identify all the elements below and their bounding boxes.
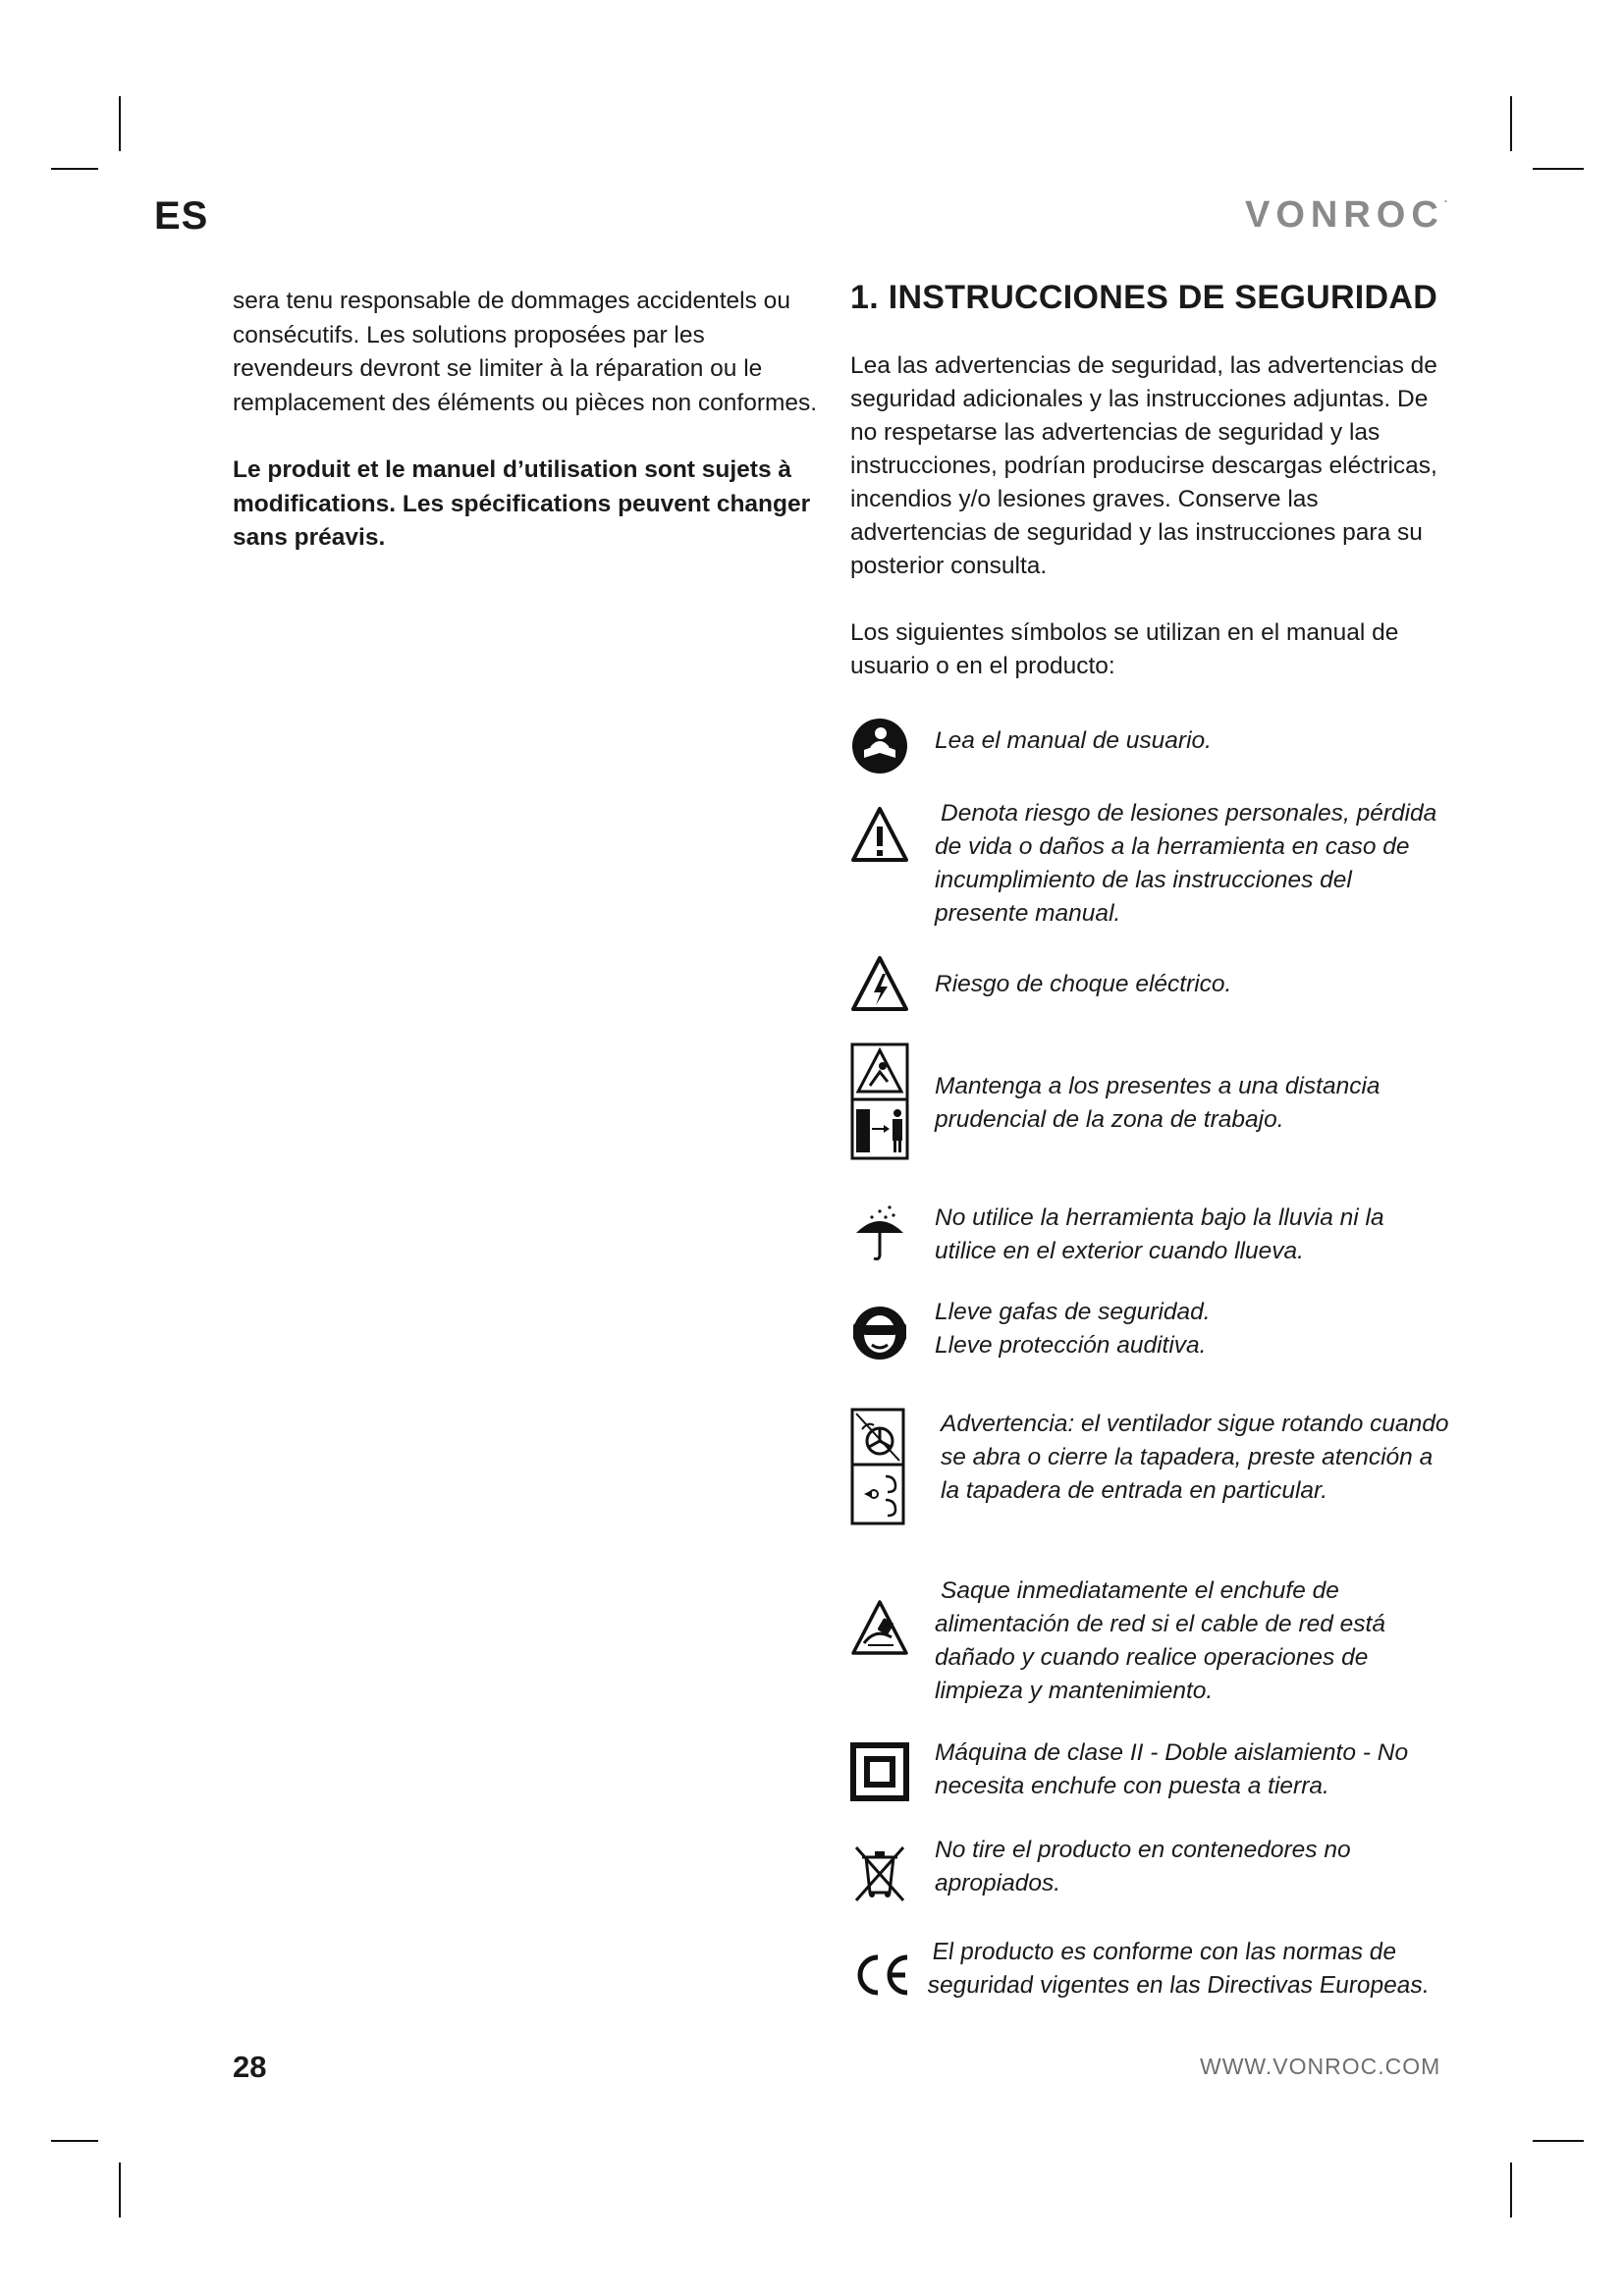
crop-mark [119, 2163, 121, 2217]
crop-mark [1533, 168, 1584, 170]
brand-mark: · [1443, 194, 1448, 208]
section-title: 1. INSTRUCCIONES DE SEGURIDAD [850, 279, 1438, 316]
symbol-text: Lea el manual de usuario. [935, 727, 1212, 754]
no-rain-icon [850, 1203, 909, 1262]
brand-name: VONROC [1245, 194, 1444, 236]
symbol-text: Riesgo de choque eléctrico. [935, 971, 1232, 997]
symbol-text: No tire el producto en contenedores no apropiados. [935, 1837, 1351, 1896]
crop-mark [1510, 2163, 1512, 2217]
brand-logo [1245, 194, 1448, 237]
symbol-text: Denota riesgo de lesiones personales, pérdida de vida o daños a la herramienta en caso de incumplimiento de las instrucciones del presente manual. [935, 800, 1437, 927]
rotating-fan-icon [850, 1408, 905, 1525]
footer-url: WWW.VONROC.COM [1200, 2054, 1441, 2079]
symbol-text: No utilice la herramienta bajo la lluvia ni la utilice en el exterior cuando llueva. [935, 1204, 1384, 1264]
read-manual-icon [850, 717, 909, 775]
symbol-text: Advertencia: el ventilador sigue rotando cuando se abra o cierre la tapadera, preste atención a la tapadera de entrada en particular. [941, 1411, 1449, 1504]
symbol-text: El producto es conforme con las normas de seguridad vigentes en las Directivas Europeas. [926, 1939, 1432, 1999]
symbols-intro: Los siguientes símbolos se utilizan en el manual de usuario o en el producto: [850, 619, 1399, 679]
warning-triangle-icon [850, 805, 909, 864]
goggles-ear-protection-icon [850, 1302, 909, 1361]
symbol-text: Lleve gafas de seguridad. Lleve protección auditiva. [935, 1299, 1211, 1359]
unplug-icon [850, 1598, 909, 1657]
warranty-paragraph: sera tenu responsable de dommages accidentels ou consécutifs. Les solutions proposées par les revendeurs devront se limiter à la réparation ou le remplacement des éléments ou pièces non conformes. [233, 288, 818, 416]
modification-notice: Le produit et le manuel d’utilisation sont sujets à modifications. Les spécifications peuvent changer sans préavis. [233, 456, 811, 551]
symbol-text: Mantenga a los presentes a una distancia prudencial de la zona de trabajo. [935, 1073, 1380, 1133]
keep-distance-icon [850, 1042, 909, 1160]
crop-mark [119, 96, 121, 151]
symbol-text: Máquina de clase II - Doble aislamiento - No necesita enchufe con puesta a tierra. [935, 1739, 1409, 1799]
left-column [233, 285, 822, 589]
weee-bin-icon [850, 1843, 909, 1902]
symbol-text: Saque inmediatamente el enchufe de alimentación de red si el cable de red está dañado y cuando realice operaciones de limpieza y mantenimiento. [935, 1577, 1385, 1704]
ce-mark-icon [850, 1946, 911, 2004]
right-column [850, 279, 1449, 1999]
class-ii-icon [850, 1742, 909, 1801]
intro-paragraph: Lea las advertencias de seguridad, las advertencias de seguridad adicionales y las instrucciones adjuntas. De no respetarse las advertencias de seguridad y las instrucciones, podrían producirse descargas eléctricas, incendios y/o lesiones graves. Conserve las advertencias de seguridad y las instrucciones para su posterior consulta. [850, 352, 1437, 579]
crop-mark [1510, 96, 1512, 151]
crop-mark [51, 168, 98, 170]
language-code: ES [154, 194, 209, 238]
crop-mark [1533, 2140, 1584, 2142]
crop-mark [51, 2140, 98, 2142]
electric-shock-icon [850, 954, 909, 1013]
page-number: 28 [233, 2050, 267, 2084]
